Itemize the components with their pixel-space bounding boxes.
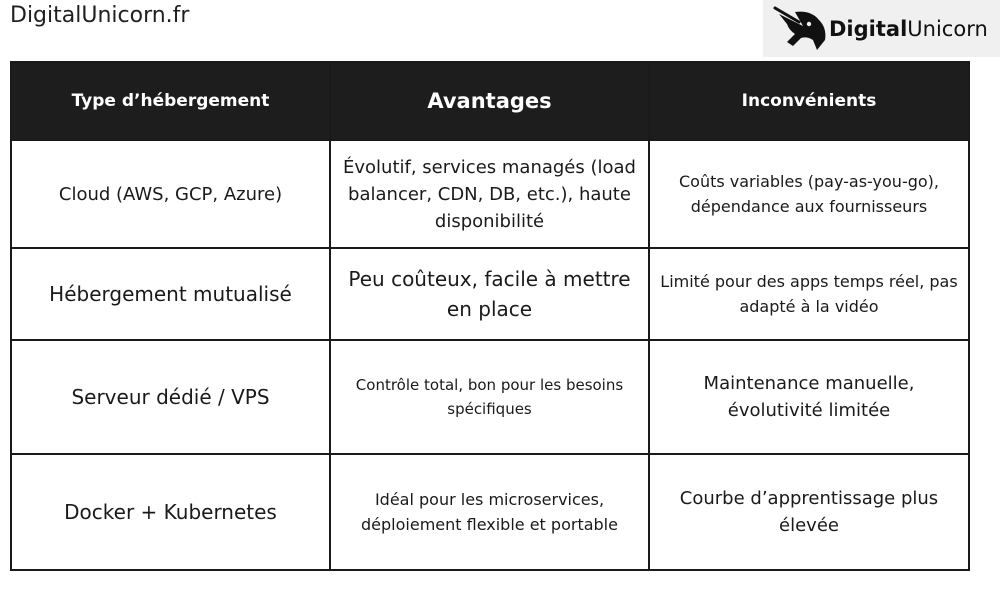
cell-type: Docker + Kubernetes	[11, 454, 330, 570]
table-row	[11, 454, 969, 570]
table-row	[11, 340, 969, 454]
cell-avantages: Peu coûteux, facile à mettre en place	[330, 248, 649, 340]
cell-inconvenients: Limité pour des apps temps réel, pas adapté à la vidéo	[649, 248, 969, 340]
cell-inconvenients: Courbe d’apprentissage plus élevée	[649, 454, 969, 570]
hosting-comparison-table	[10, 61, 968, 571]
logo-text-bold: Digital	[829, 16, 908, 41]
cell-avantages: Idéal pour les microservices, déploiement flexible et portable	[330, 454, 649, 570]
table-row	[11, 140, 969, 248]
header-avantages: Avantages	[330, 62, 649, 140]
cell-type: Serveur dédié / VPS	[11, 340, 330, 454]
unicorn-head-icon	[773, 6, 831, 52]
logo-text	[829, 17, 988, 41]
cell-avantages: Contrôle total, bon pour les besoins spécifiques	[330, 340, 649, 454]
cell-type: Cloud (AWS, GCP, Azure)	[11, 140, 330, 248]
cell-avantages: Évolutif, services managés (load balancer, CDN, DB, etc.), haute disponibilité	[330, 140, 649, 248]
site-url: DigitalUnicorn.fr	[10, 3, 190, 28]
header-type: Type d’hébergement	[11, 62, 330, 140]
logo	[763, 0, 1000, 57]
logo-text-light: Unicorn	[907, 16, 988, 41]
cell-type: Hébergement mutualisé	[11, 248, 330, 340]
table-header-row	[11, 62, 969, 140]
cell-inconvenients: Maintenance manuelle, évolutivité limitée	[649, 340, 969, 454]
table-row	[11, 248, 969, 340]
header-inconvenients: Inconvénients	[649, 62, 969, 140]
cell-inconvenients: Coûts variables (pay-as-you-go), dépendance aux fournisseurs	[649, 140, 969, 248]
